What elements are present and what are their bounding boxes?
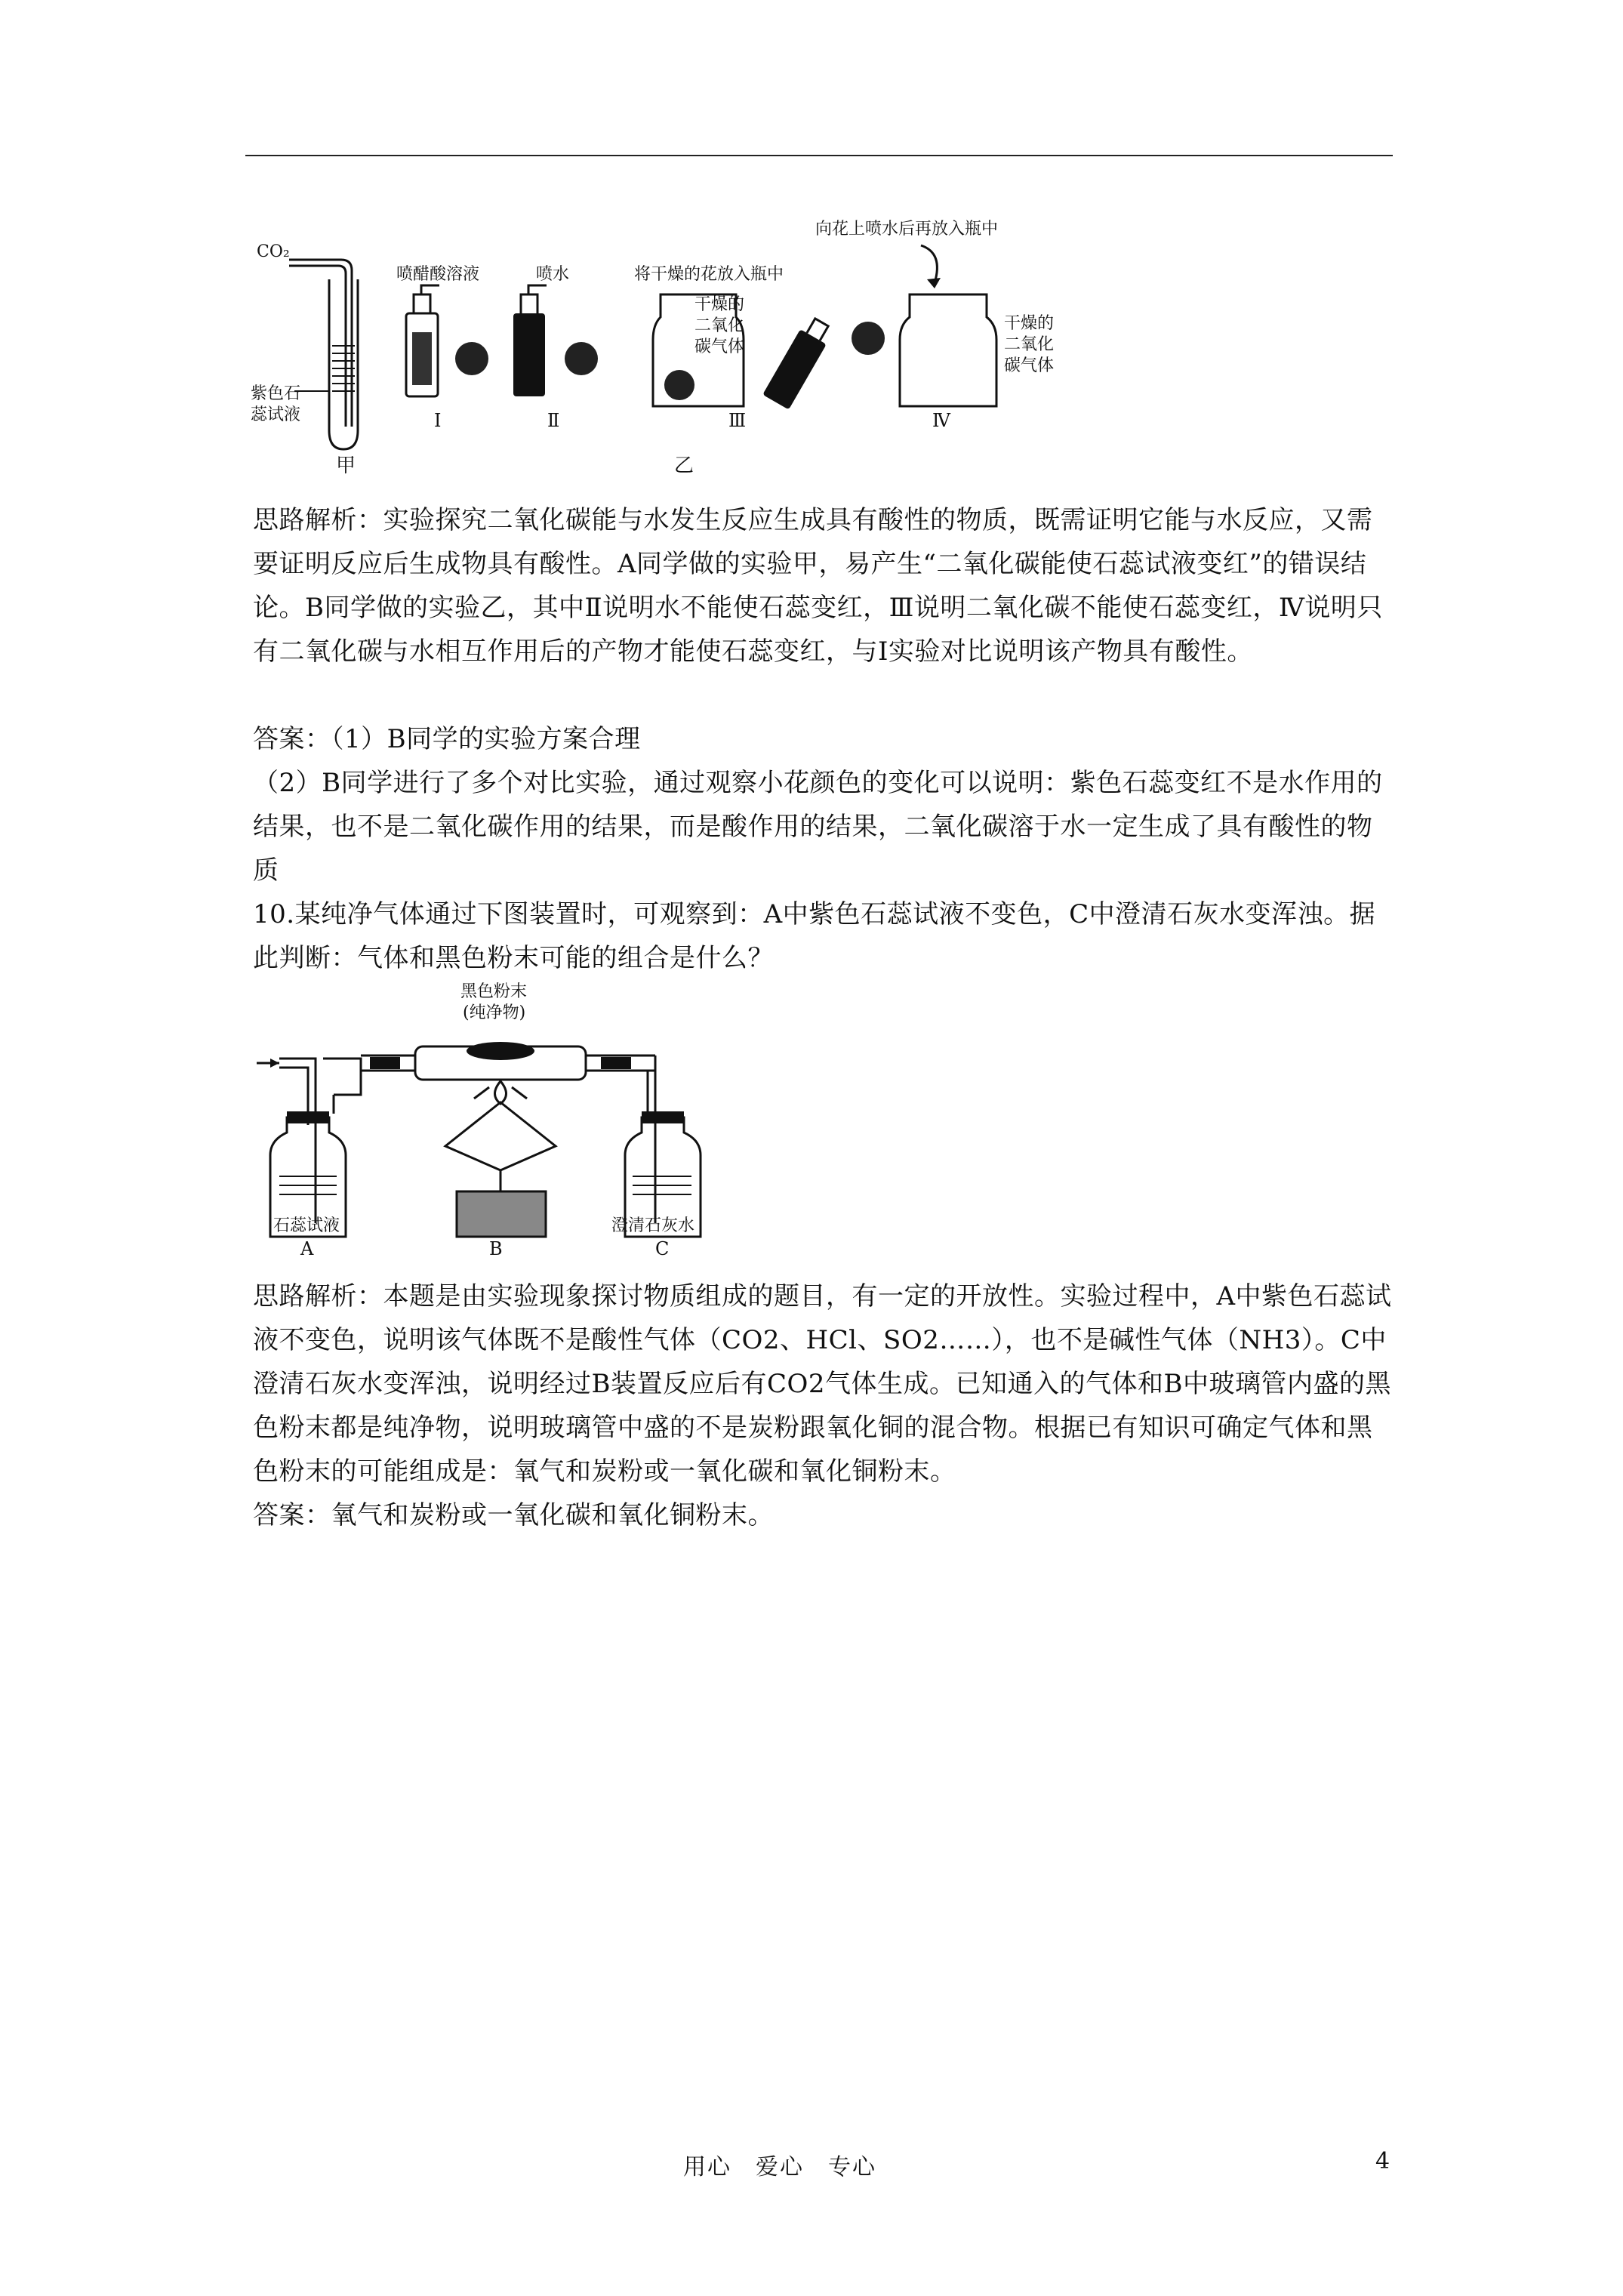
bottle4-label-2: 二氧化 — [1004, 335, 1055, 354]
powder-label-2: (纯净物) — [463, 1003, 526, 1022]
roman-1: Ⅰ — [434, 410, 442, 431]
black-powder-icon — [467, 1042, 534, 1060]
spray-water-label: 喷水 — [536, 265, 570, 284]
analysis-paragraph-1: 思路解析：实验探究二氧化碳能与水发生反应生成具有酸性的物质，既需证明它能与水反应，又需要证明反应后生成物具有酸性。A同学做的实验甲，易产生“二氧化碳能使石蕊试液变红”的错误结论。B同学做的实验乙，其中Ⅱ说明水不能使石蕊变红，Ⅲ说明二氧化碳不能使石蕊变红，Ⅳ说明只有二氧化碳与水相互作用后的产物才能使石蕊变红，与Ⅰ实验对比说明该产物具有酸性。 — [253, 505, 1383, 667]
water-bottle-icon — [513, 313, 545, 396]
letter-a: A — [300, 1238, 314, 1259]
flame-icon — [495, 1081, 507, 1104]
answer-1: 答案：（1）B同学的实验方案合理 — [253, 724, 641, 754]
put-dry-flower-label: 将干燥的花放入瓶中 — [634, 265, 784, 284]
roman-2: Ⅱ — [547, 410, 560, 431]
litmus-label-2: 蕊试液 — [251, 405, 301, 424]
label-yi: 乙 — [674, 455, 694, 477]
footer-motto: 用心 爱心 专心 — [683, 2154, 876, 2180]
spray-then-put-label: 向花上喷水后再放入瓶中 — [815, 220, 999, 239]
jar-4-icon — [900, 294, 996, 406]
powder-label-1: 黑色粉末 — [460, 982, 528, 1001]
co2-label: CO₂ — [257, 242, 290, 261]
bottle3-label-3: 碳气体 — [694, 337, 745, 356]
question-10: 10.某纯净气体通过下图装置时，可观察到：A中紫色石蕊试液不变色，C中澄清石灰水变浑浊。据此判断：气体和黑色粉末可能的组合是什么？ — [253, 899, 1376, 973]
vinegar-bottle-icon — [412, 332, 432, 385]
burner-stand-icon — [457, 1191, 546, 1237]
label-a-name: 石蕊试液 — [273, 1216, 340, 1235]
bottle4-label-3: 碳气体 — [1004, 356, 1055, 375]
label-jia: 甲 — [336, 455, 356, 477]
roman-3: Ⅲ — [728, 410, 747, 431]
bottle4-label-1: 干燥的 — [1004, 314, 1055, 333]
flower-icon — [565, 342, 598, 375]
letter-b: B — [489, 1238, 503, 1259]
arrow-icon — [921, 245, 937, 283]
litmus-label-1: 紫色石 — [251, 384, 301, 403]
page-number: 4 — [1375, 2148, 1390, 2174]
header-rule — [245, 155, 1393, 156]
spray-vinegar-label: 喷醋酸溶液 — [396, 265, 480, 284]
label-c-name: 澄清石灰水 — [611, 1216, 695, 1235]
roman-4: Ⅳ — [932, 410, 950, 431]
analysis-paragraph-2: 思路解析：本题是由实验现象探讨物质组成的题目，有一定的开放性。实验过程中，A中紫色石蕊试液不变色，说明该气体既不是酸性气体（CO2、HCl、SO2……），也不是碱性气体（NH3）。C中澄清石灰水变浑浊，说明经过B装置反应后有CO2气体生成。已知通入的气体和B中玻璃管内盛的黑色粉末都是纯净物，说明玻璃管中盛的不是炭粉跟氧化铜的混合物。根据已有知识可确定气体和黑色粉末的可能组成是：氧气和炭粉或一氧化碳和氧化铜粉末。 — [253, 1281, 1392, 1487]
flower-icon — [664, 370, 694, 400]
answer-10: 答案：氧气和炭粉或一氧化碳和氧化铜粉末。 — [253, 1500, 774, 1530]
apparatus-figure-2 — [249, 974, 732, 1261]
flower-icon — [852, 322, 885, 355]
answer-2: （2）B同学进行了多个对比实验，通过观察小花颜色的变化可以说明：紫色石蕊变红不是水作用的结果，也不是二氧化碳作用的结果，而是酸作用的结果，二氧化碳溶于水一定生成了具有酸性的物质 — [253, 768, 1383, 886]
letter-c: C — [655, 1238, 670, 1259]
bottle3-label-1: 干燥的 — [694, 295, 745, 314]
experiment-figure-1 — [242, 211, 1087, 483]
flower-icon — [455, 342, 488, 375]
bottle3-label-2: 二氧化 — [694, 316, 745, 335]
spray-bottle-icon — [762, 329, 827, 410]
